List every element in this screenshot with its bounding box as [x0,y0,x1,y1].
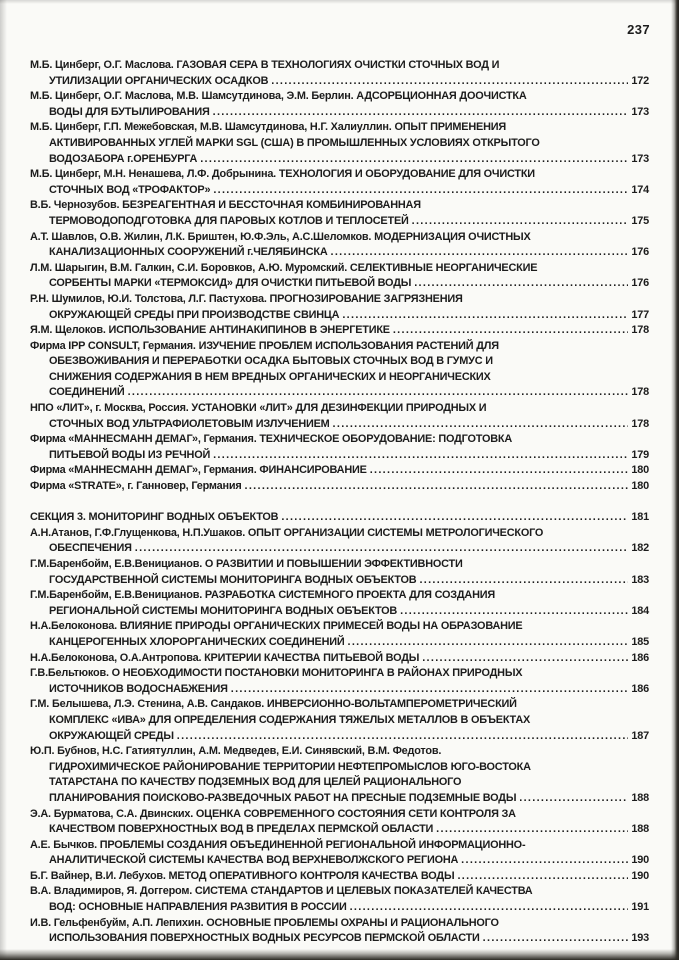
entry-page-number: 178 [631,386,649,399]
entry-text: Фирма «STRATE», г. Ганновер, Германия [30,480,242,493]
entry-page-number: 190 [631,869,649,882]
toc-entry [30,401,649,432]
toc-entry [30,526,649,557]
entry-last-line [30,214,649,230]
entry-page-number: 186 [631,682,649,695]
entry-text: М.Б. Цинберг, О.Г. Маслова, М.В. Шамсутдинова, Э.М. Берлин. АДСОРБЦИОННАЯ ДООЧИСТКА [30,90,527,103]
entry-last-line [30,853,649,869]
entry-text: ТЕРМОВОДОПОДГОТОВКА ДЛЯ ПАРОВЫХ КОТЛОВ И ТЕПЛОСЕТЕЙ [49,214,409,227]
entry-text: СТОЧНЫХ ВОД УЛЬТРАФИОЛЕТОВЫМ ИЗЛУЧЕНИЕМ [49,417,330,430]
dot-leader [245,479,629,495]
dot-leader [333,417,629,433]
entry-text: ОБЕСПЕЧЕНИЯ [49,542,132,555]
entry-text: ГИДРОХИМИЧЕСКОЕ РАЙОНИРОВАНИЕ ТЕРРИТОРИИ НЕФТЕПРОМЫСЛОВ ЮГО-ВОСТОКА [49,760,531,773]
entry-last-line [30,308,649,324]
entry-text: УТИЛИЗАЦИИ ОРГАНИЧЕСКИХ ОСАДКОВ [49,74,269,87]
entry-page-number: 185 [631,635,649,648]
entry-page-number: 179 [631,448,649,461]
entry-text: ПИТЬЕВОЙ ВОДЫ ИЗ РЕЧНОЙ [49,448,211,461]
toc-entry [30,198,649,229]
dot-leader [231,682,629,698]
scan-edge-left [0,0,7,960]
entry-page-number: 173 [631,152,649,165]
toc-entry [30,838,649,869]
entry-last-line [30,635,649,651]
dot-leader [135,541,629,557]
toc-entry [30,120,649,167]
toc-entry [30,619,649,650]
toc-entry [30,167,649,198]
entry-text: Г.М.Баренбойм, Е.В.Веницианов. РАЗРАБОТКА СИСТЕМНОГО ПРОЕКТА ДЛЯ СОЗДАНИЯ [30,589,496,602]
entry-last-line [30,74,649,90]
entry-last-line [30,417,649,433]
entry-text: Г.В.Бельтюков. О НЕОБХОДИМОСТИ ПОСТАНОВКИ МОНИТОРИНГА В РАЙОНАХ ПРИРОДНЫХ [30,667,523,680]
entry-text: РЕГИОНАЛЬНОЙ СИСТЕМЫ МОНИТОРИНГА ВОДНЫХ ОБЪЕКТОВ [49,604,398,617]
entry-page-number: 188 [631,823,649,836]
section-gap [30,495,649,511]
scan-edge-right [671,0,679,960]
toc-entry [30,916,649,947]
entry-text: Н.А.Белоконова, О.А.Антропова. КРИТЕРИИ КАЧЕСТВА ПИТЬЕВОЙ ВОДЫ [30,651,420,664]
dot-leader [419,573,628,589]
entry-text: КОМПЛЕКС «ИВА» ДЛЯ ОПРЕДЕЛЕНИЯ СОДЕРЖАНИЯ ТЯЖЕЛЫХ МЕТАЛЛОВ В ОБЪЕКТАХ [49,713,531,726]
dot-leader [128,385,629,401]
dot-leader [412,214,629,230]
entry-page-number: 190 [631,854,649,867]
entry-last-line [30,479,649,495]
entry-text: Ю.П. Бубнов, Н.С. Гатиятуллин, А.М. Медведев, Е.И. Синявский, В.М. Федотов. [30,745,442,758]
entry-last-line [30,276,649,292]
entry-text: Фирма «МАННЕСМАНН ДЕМАГ», Германия. ТЕХНИЧЕСКОЕ ОБОРУДОВАНИЕ: ПОДГОТОВКА [30,433,512,446]
entry-page-number: 181 [631,511,649,524]
entry-text: ВОДЫ ДЛЯ БУТЫЛИРОВАНИЯ [49,105,210,118]
entry-last-line [30,510,649,526]
entry-text: ИСПОЛЬЗОВАНИЯ ПОВЕРХНОСТНЫХ ВОДНЫХ РЕСУРСОВ ПЕРМСКОЙ ОБЛАСТИ [49,932,480,945]
dot-leader [213,183,628,199]
entry-page-number: 180 [631,480,649,493]
entry-text: Фирма «МАННЕСМАНН ДЕМАГ», Германия. ФИНАНСИРОВАНИЕ [30,464,367,477]
toc-entry [30,807,649,838]
entry-text: В.Б. Чернозубов. БЕЗРЕАГЕНТНАЯ И БЕССТОЧНАЯ КОМБИНИРОВАННАЯ [30,199,421,212]
entry-page-number: 184 [631,604,649,617]
entry-text: СОЕДИНЕНИЙ [49,386,125,399]
dot-leader [350,900,629,916]
entry-page-number: 191 [631,901,649,914]
toc-entry [30,666,649,697]
entry-last-line [30,448,649,464]
entry-last-line [30,791,649,807]
entry-text: СОРБЕНТЫ МАРКИ «ТЕРМОКСИД» ДЛЯ ОЧИСТКИ ПИТЬЕВОЙ ВОДЫ [49,277,412,290]
dot-leader [281,510,628,526]
entry-page-number: 183 [631,573,649,586]
toc-entry [30,884,649,915]
dot-leader [393,323,629,339]
entry-page-number: 173 [631,105,649,118]
dot-leader [213,105,629,121]
entry-text: Фирма IPP CONSULT, Германия. ИЗУЧЕНИЕ ПРОБЛЕМ ИСПОЛЬЗОВАНИЯ РАСТЕНИЙ ДЛЯ [30,339,499,352]
entry-page-number: 177 [631,308,649,321]
entry-text: СНИЖЕНИЯ СОДЕРЖАНИЯ В НЕМ ВРЕДНЫХ ОРГАНИЧЕСКИХ И НЕОРГАНИЧЕСКИХ [49,370,491,383]
entry-last-line [30,682,649,698]
section-heading [30,510,649,526]
entry-last-line [30,183,649,199]
entry-text: ОБЕЗВОЖИВАНИЯ И ПЕРЕРАБОТКИ ОСАДКА БЫТОВЫХ СТОЧНЫХ ВОД В ГУМУС И [49,355,493,368]
entry-last-line [30,541,649,557]
entry-page-number: 178 [631,324,649,337]
toc-list [30,58,649,947]
dot-leader [414,276,628,292]
entry-last-line [30,323,649,339]
entry-last-line [30,463,649,479]
entry-text: Г.М. Белышева, Л.Э. Стенина, А.В. Сандаков. ИНВЕРСИОННО-ВОЛЬТАМПЕРОМЕТРИЧЕСКИЙ [30,698,517,711]
entry-text: В.А. Владимиров, Я. Доггером. СИСТЕМА СТАНДАРТОВ И ЦЕЛЕВЫХ ПОКАЗАТЕЛЕЙ КАЧЕСТВА [30,885,533,898]
entry-text: ОКРУЖАЮЩЕЙ СРЕДЫ [49,729,174,742]
scan-edge-bottom [0,949,679,960]
toc-entry [30,463,649,479]
entry-text: Я.М. Щелоков. ИСПОЛЬЗОВАНИЕ АНТИНАКИПИНОВ В ЭНЕРГЕТИКЕ [30,324,390,337]
entry-text: СЕКЦИЯ 3. МОНИТОРИНГ ВОДНЫХ ОБЪЕКТОВ [30,511,279,524]
entry-text: ГОСУДАРСТВЕННОЙ СИСТЕМЫ МОНИТОРИНГА ВОДНЫХ ОБЪЕКТОВ [49,573,417,586]
entry-last-line [30,604,649,620]
entry-last-line [30,822,649,838]
entry-last-line [30,152,649,168]
entry-text: СТОЧНЫХ ВОД «ТРОФАКТОР» [49,183,211,196]
toc-entry [30,261,649,292]
dot-leader [457,869,628,885]
entry-text: КАНАЛИЗАЦИОННЫХ СООРУЖЕНИЙ г.ЧЕЛЯБИНСКА [49,246,328,259]
entry-page-number: 182 [631,542,649,555]
entry-last-line [30,869,649,885]
page-number: 237 [627,22,650,37]
entry-last-line [30,245,649,261]
entry-text: А.Е. Бычков. ПРОБЛЕМЫ СОЗДАНИЯ ОБЪЕДИНЕННОЙ РЕГИОНАЛЬНОЙ ИНФОРМАЦИОННО- [30,838,526,851]
toc-entry [30,58,649,89]
entry-text: НПО «ЛИТ», г. Москва, Россия. УСТАНОВКИ «ЛИТ» ДЛЯ ДЕЗИНФЕКЦИИ ПРИРОДНЫХ И [30,402,487,415]
toc-entry [30,479,649,495]
entry-text: ВОДОЗАБОРА г.ОРЕНБУРГА [49,152,198,165]
entry-text: Г.М.Баренбойм, Е.В.Веницианов. О РАЗВИТИИ И ПОВЫШЕНИИ ЭФФЕКТИВНОСТИ [30,558,463,570]
toc-entry [30,432,649,463]
entry-text: Б.Г. Вайнер, В.И. Лебухов. МЕТОД ОПЕРАТИВНОГО КОНТРОЛЯ КАЧЕСТВА ВОДЫ [30,869,455,882]
entry-last-line [30,729,649,745]
dot-leader [271,74,628,90]
entry-page-number: 180 [631,464,649,477]
entry-text: А.Т. Шавлов, О.В. Жилин, Л.К. Бриштен, Ю.Ф.Эль, А.С.Шеломков. МОДЕРНИЗАЦИЯ ОЧИСТНЫХ [30,230,531,243]
entry-text: М.Б. Цинберг, Г.П. Межебовская, М.В. Шамсутдинова, Н.Г. Халиуллин. ОПЫТ ПРИМЕНЕНИЯ [30,121,507,134]
dot-leader [348,635,629,651]
entry-text: Э.А. Бурматова, С.А. Двинских. ОЦЕНКА СОВРЕМЕННОГО СОСТОЯНИЯ СЕТИ КОНТРОЛЯ ЗА [30,807,516,820]
entry-text: ТАТАРСТАНА ПО КАЧЕСТВУ ПОДЗЕМНЫХ ВОД ДЛЯ ЦЕЛЕЙ РАЦИОНАЛЬНОГО [49,776,462,789]
toc-entry [30,230,649,261]
dot-leader [200,152,628,168]
entry-page-number: 187 [631,729,649,742]
entry-text: М.Б. Цинберг, М.Н. Ненашева, Л.Ф. Добрынина. ТЕХНОЛОГИЯ И ОБОРУДОВАНИЕ ДЛЯ ОЧИСТКИ [30,168,535,181]
dot-leader [519,791,628,807]
dot-leader [342,308,628,324]
entry-text: КАНЦЕРОГЕННЫХ ХЛОРОРГАНИЧЕСКИХ СОЕДИНЕНИЙ [49,635,345,648]
toc-entry [30,323,649,339]
entry-page-number: 175 [631,214,649,227]
entry-page-number: 174 [631,183,649,196]
entry-last-line [30,900,649,916]
entry-text: КАЧЕСТВОМ ПОВЕРХНОСТНЫХ ВОД В ПРЕДЕЛАХ ПЕРМСКОЙ ОБЛАСТИ [49,823,434,836]
entry-text: АНАЛИТИЧЕСКОЙ СИСТЕМЫ КАЧЕСТВА ВОД ВЕРХНЕВОЛЖСКОГО РЕГИОНА [49,854,459,867]
entry-text: Л.М. Шарыгин, В.М. Галкин, С.И. Боровков, А.Ю. Муромский. СЕЛЕКТИВНЫЕ НЕОРГАНИЧЕСКИЕ [30,261,538,274]
dot-leader [370,463,629,479]
toc-entry [30,588,649,619]
dot-leader [331,245,629,261]
toc-entry [30,744,649,806]
toc-entry [30,292,649,323]
dot-leader [422,651,628,667]
entry-text: ВОД: ОСНОВНЫЕ НАПРАВЛЕНИЯ РАЗВИТИЯ В РОССИИ [49,901,347,914]
entry-page-number: 186 [631,651,649,664]
entry-last-line [30,651,649,667]
entry-page-number: 172 [631,74,649,87]
entry-page-number: 193 [631,932,649,945]
toc-entry [30,339,649,401]
entry-page-number: 176 [631,246,649,259]
entry-text: А.Н.Атанов, Г.Ф.Глущенкова, Н.П.Ушаков. ОПЫТ ОРГАНИЗАЦИИ СИСТЕМЫ МЕТРОЛОГИЧЕСКОГО [30,526,544,539]
entry-page-number: 176 [631,277,649,290]
entry-page-number: 188 [631,791,649,804]
dot-leader [400,604,628,620]
toc-entry [30,869,649,885]
entry-text: М.Б. Цинберг, О.Г. Маслова. ГАЗОВАЯ СЕРА В ТЕХНОЛОГИЯХ ОЧИСТКИ СТОЧНЫХ ВОД И [30,59,500,71]
entry-text: ПЛАНИРОВАНИЯ ПОИСКОВО-РАЗВЕДОЧНЫХ РАБОТ НА ПРЕСНЫЕ ПОДЗЕМНЫЕ ВОДЫ [49,791,517,804]
dot-leader [436,822,628,838]
dot-leader [177,729,629,745]
entry-last-line [30,385,649,401]
entry-text: Р.Н. Шумилов, Ю.И. Толстова, Л.Г. Пастухова. ПРОГНОЗИРОВАНИЕ ЗАГРЯЗНЕНИЯ [30,292,463,305]
dot-leader [461,853,628,869]
entry-text: Н.А.Белоконова. ВЛИЯНИЕ ПРИРОДЫ ОРГАНИЧЕСКИХ ПРИМЕСЕЙ ВОДЫ НА ОБРАЗОВАНИЕ [30,620,523,633]
entry-last-line [30,105,649,121]
entry-last-line [30,931,649,947]
entry-text: АКТИВИРОВАННЫХ УГЛЕЙ МАРКИ SGL (США) В ПРОМЫШЛЕННЫХ УСЛОВИЯХ ОТКРЫТОГО [49,136,540,149]
toc-entry [30,651,649,667]
entry-text: ОКРУЖАЮЩЕЙ СРЕДЫ ПРИ ПРОИЗВОДСТВЕ СВИНЦА [49,308,340,321]
toc-entry [30,557,649,588]
entry-last-line [30,573,649,589]
entry-text: ИСТОЧНИКОВ ВОДОСНАБЖЕНИЯ [49,682,228,695]
entry-text: И.В. Гельфенбуйм, А.П. Лепихин. ОСНОВНЫЕ ПРОБЛЕМЫ ОХРАНЫ И РАЦИОНАЛЬНОГО [30,916,499,929]
toc-entry [30,697,649,744]
entry-page-number: 178 [631,417,649,430]
toc-entry [30,89,649,120]
dot-leader [483,931,629,947]
scan-edge-top [0,0,679,4]
dot-leader [213,448,628,464]
